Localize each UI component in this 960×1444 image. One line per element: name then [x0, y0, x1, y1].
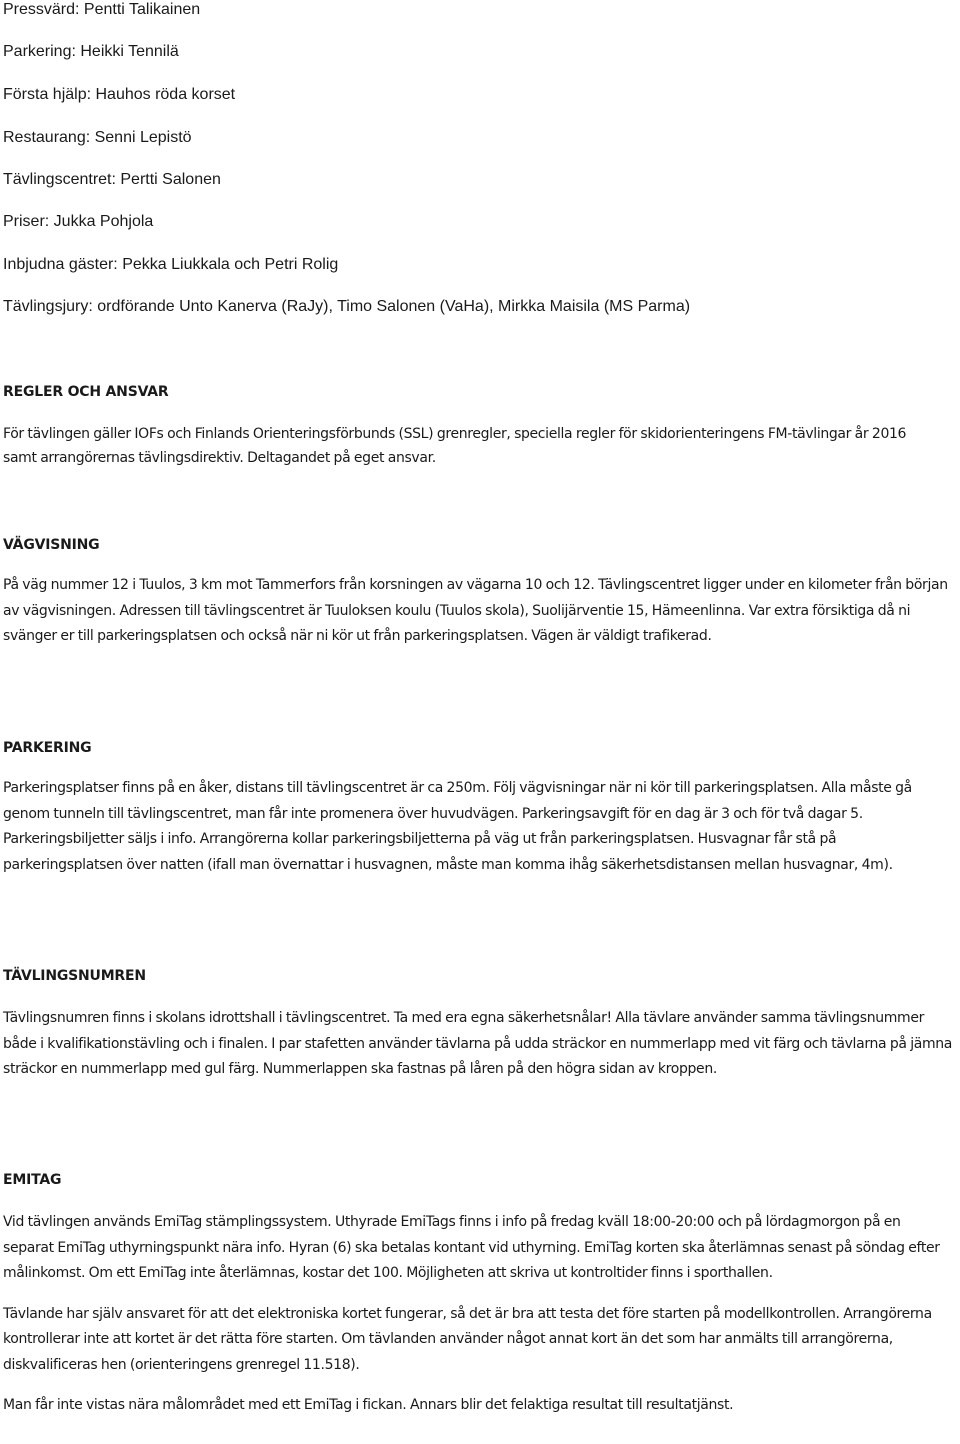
official-guests: Inbjudna gäster: Pekka Liukkala och Petri Rolig	[3, 256, 339, 273]
official-prizes: Priser: Jukka Pohjola	[3, 213, 154, 230]
official-jury: Tävlingsjury: ordförande Unto Kanerva (RaJy), Timo Salonen (VaHa), Mirkka Maisila (MS Parma)	[3, 298, 691, 315]
paragraph-emitag-3: Man får inte vistas nära målområdet med ett EmiTag i fickan. Annars blir det felaktiga resultat till resultatjänst.	[3, 1397, 734, 1413]
heading-emitag: EMITAG	[3, 1172, 62, 1188]
paragraph-tavlingsnumren: Tävlingsnumren finns i skolans idrottshall i tävlingscentret. Ta med era egna säkerhetsnålar! Alla tävlare använder samma tävlingsnummer både i kvalifikationstävling och i finalen. I par stafetten använder tävlarna på udda sträckor en nummerlapp med vit färg och tävlarna på jämna sträckor en nummerlapp med gul färg. Nummerlappen ska fastnas på låren på den högra sidan av kroppen.	[3, 1010, 953, 1077]
paragraph-parkering: Parkeringsplatser finns på en åker, distans till tävlingscentret är ca 250m. Följ vägvisningar när ni kör till parkeringsplatsen. Alla måste gå genom tunneln till tävlingscentret, man får inte promenera över huvudvägen. Parkeringsavgift för en dag är 3 och för två dagar 5. Parkeringsbiljetter säljs i info. Arrangörerna kollar parkeringsbiljetterna på väg ut från parkeringsplatsen. Husvagnar får stå på parkeringsplatsen över natten (ifall man övernattar i husvagnen, måste man komma ihåg säkerhetsdistansen mellan husvagnar, 4m).	[3, 780, 912, 873]
section-parkering	[3, 738, 958, 878]
section-tavlingsnumren	[3, 966, 953, 1083]
official-competition-centre: Tävlingscentret: Pertti Salonen	[3, 171, 221, 188]
heading-vagvisning: VÄGVISNING	[3, 537, 100, 553]
official-press: Pressvärd: Pentti Talikainen	[3, 1, 201, 18]
official-restaurant: Restaurang: Senni Lepistö	[3, 129, 192, 146]
heading-tavlingsnumren: TÄVLINGSNUMREN	[3, 968, 146, 984]
heading-regler: REGLER OCH ANSVAR	[3, 384, 169, 400]
heading-parkering: PARKERING	[3, 740, 92, 756]
official-parking: Parkering: Heikki Tennilä	[3, 43, 179, 60]
paragraph-emitag-2: Tävlande har själv ansvaret för att det elektroniska kortet fungerar, så det är bra att testa det före starten på modellkontrollen. Arrangörerna kontrollerar inte att kortet är det rätta före starten. Om tävlanden använder något annat kort än det som har anmälts till arrangörerna, diskvalificeras hen (orienteringens grenregel 11.518).	[3, 1305, 932, 1373]
paragraph-emitag-1: Vid tävlingen används EmiTag stämplingssystem. Uthyrade EmiTags finns i info på fredag kväll 18:00-20:00 och på lördagmorgon på en separat EmiTag uthyrningspunkt nära info. Hyran (6) ska betalas kontant vid uthyrning. EmiTag korten ska återlämnas senast på söndag efter målinkomst. Om ett EmiTag inte återlämnas, kostar det 100. Möjligheten att skriva ut kontroltider finns i sporthallen.	[3, 1214, 940, 1281]
paragraph-regler: För tävlingen gäller IOFs och Finlands Orienteringsförbunds (SSL) grenregler, speciella regler för skidorienteringens FM-tävlingar år 2016 samt arrangörernas tävlingsdirektiv. Deltagandet på eget ansvar.	[3, 426, 907, 466]
section-vagvisning	[3, 535, 953, 650]
section-regler	[3, 382, 938, 470]
official-first-aid: Första hjälp: Hauhos röda korset	[3, 86, 236, 103]
section-emitag	[3, 1170, 948, 1419]
paragraph-vagvisning: På väg nummer 12 i Tuulos, 3 km mot Tammerfors från korsningen av vägarna 10 och 12. Tävlingscentret ligger under en kilometer från början av vägvisningen. Adressen till tävlingscentret är Tuuloksen koulu (Tuulos skola), Suolijärventie 15, Hämeenlinna. Var extra försiktiga då ni svänger er till parkeringsplatsen och också när ni kör ut från parkeringsplatsen. Vägen är väldigt trafikerad.	[3, 577, 948, 644]
